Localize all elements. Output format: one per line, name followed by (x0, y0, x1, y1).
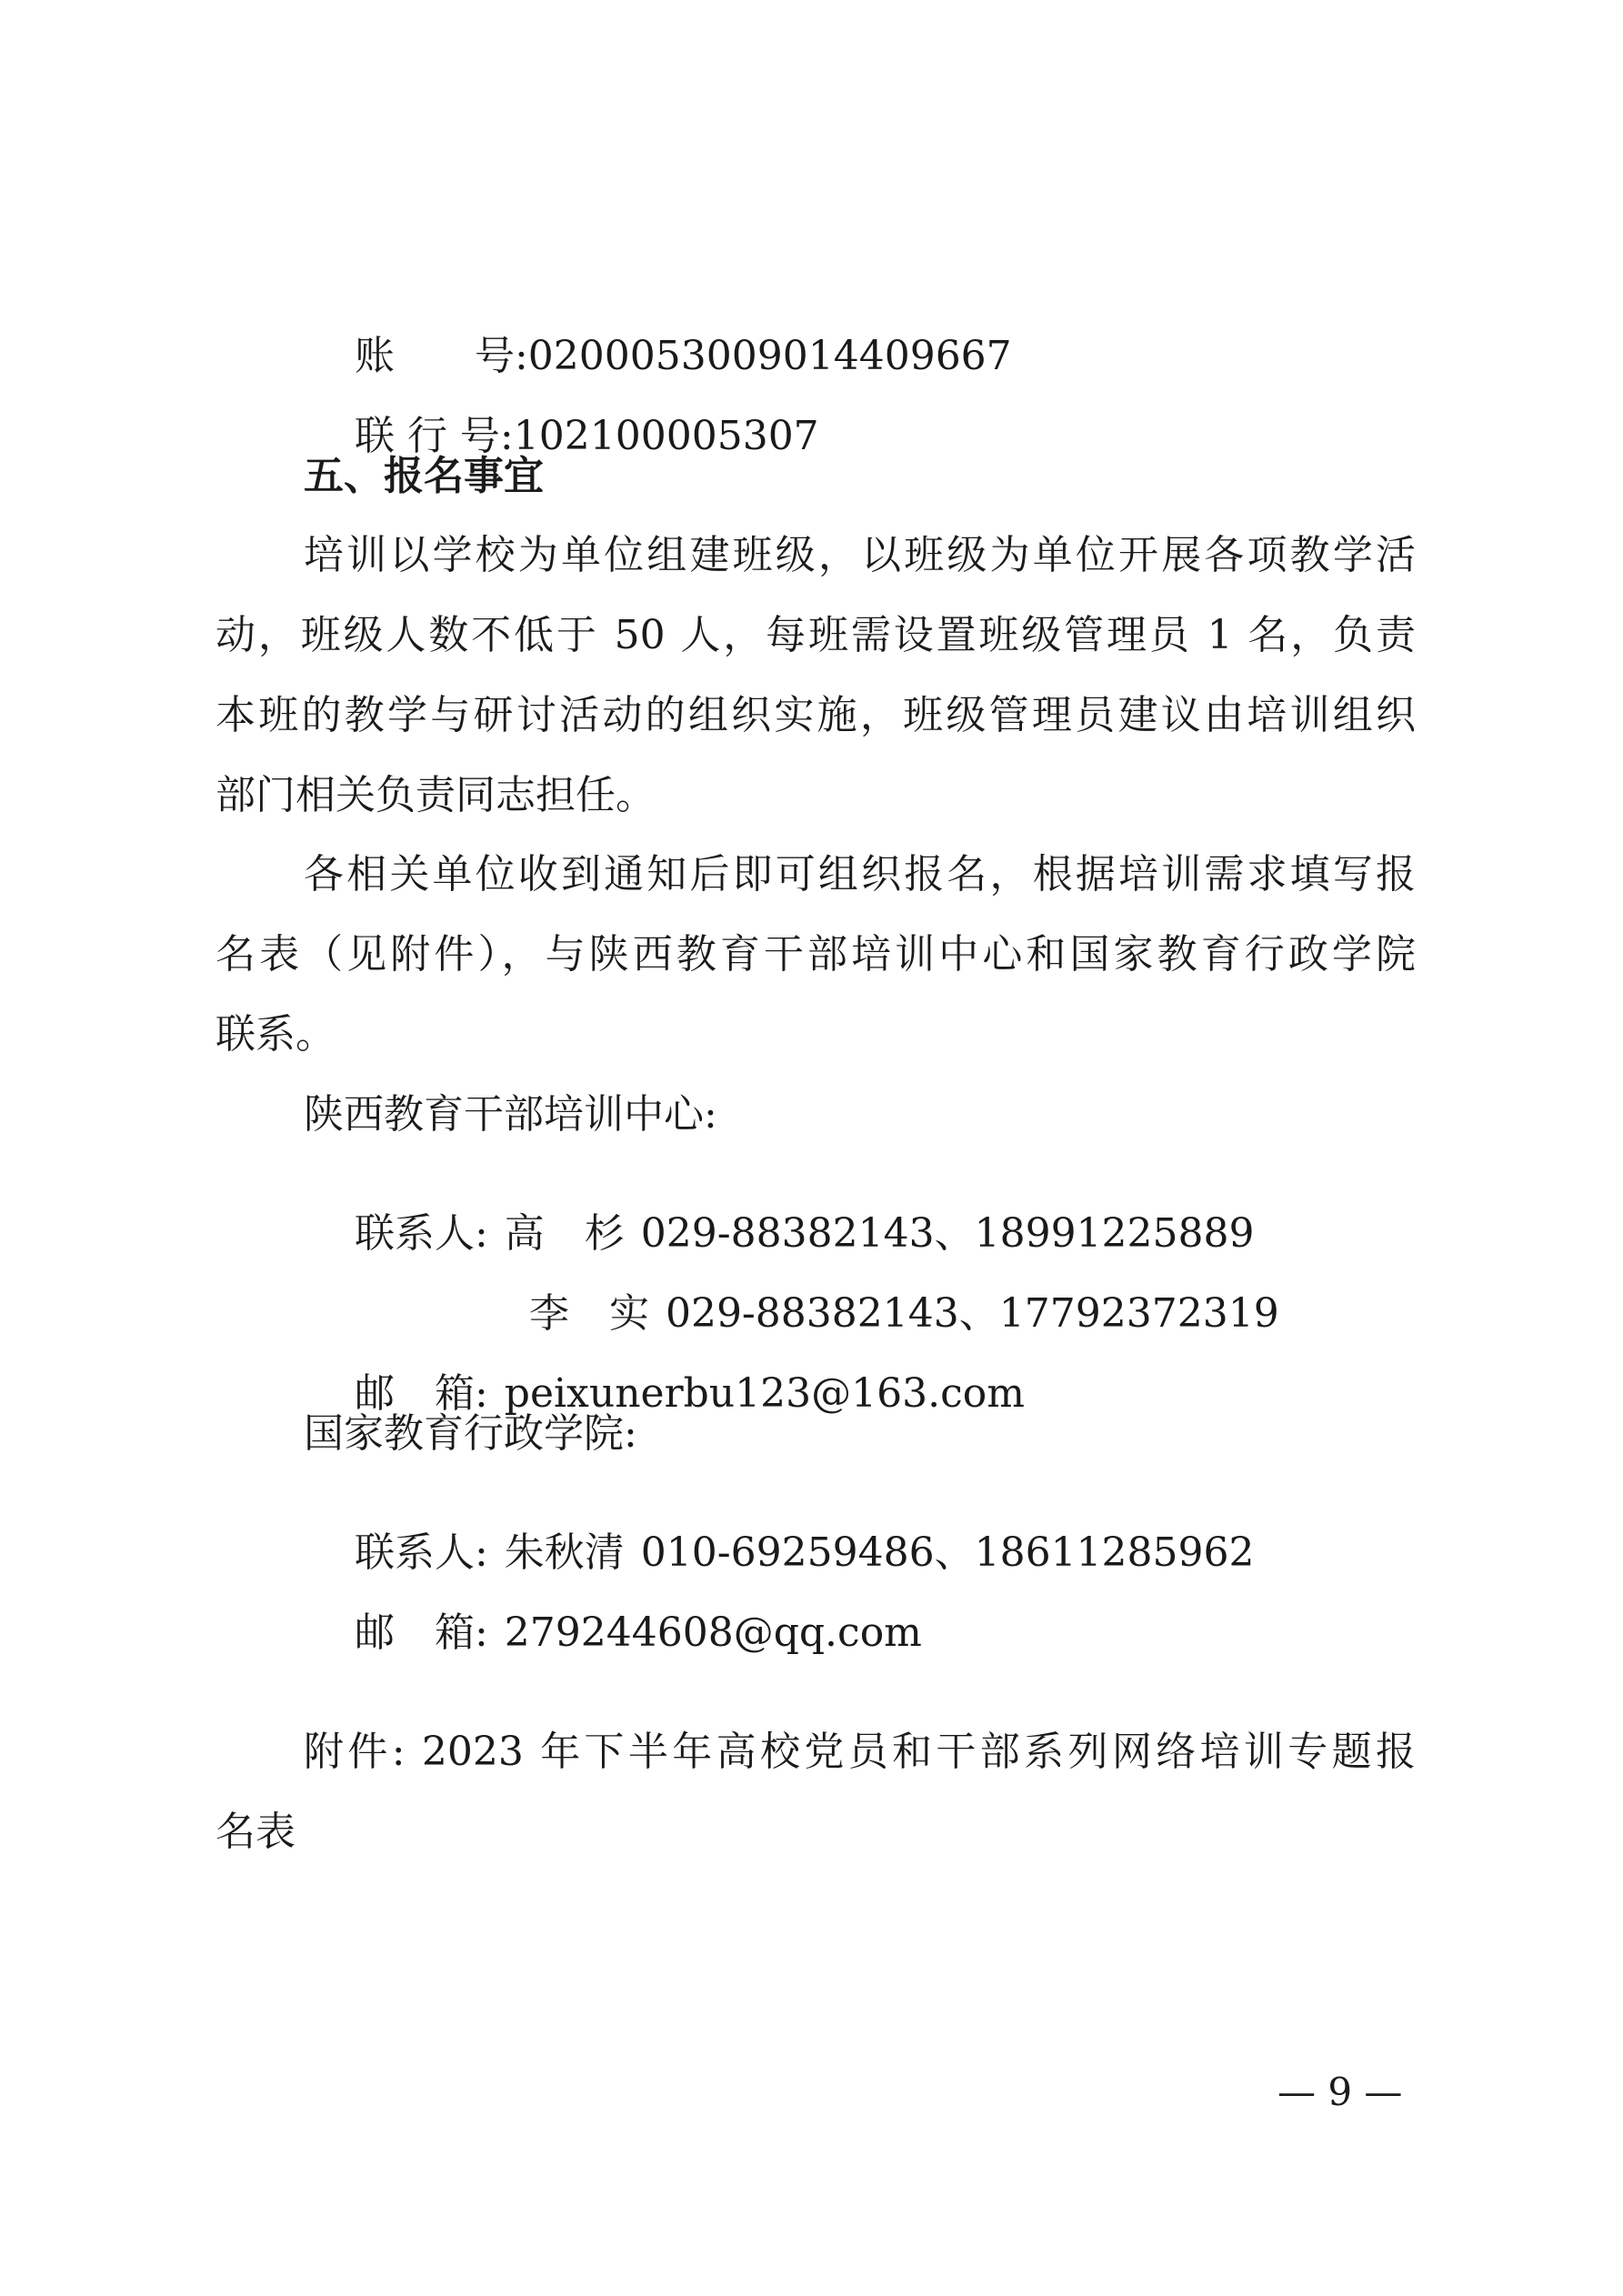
page-number: — 9 — (1277, 2070, 1403, 2114)
bank-code-value: 102100005307 (513, 413, 819, 459)
para2-line-2: 名表（见附件），与陕西教育干部培训中心和国家教育行政学院 (215, 931, 1416, 978)
org2-name: 国家教育行政学院: (304, 1410, 637, 1457)
section-title: 五、报名事宜 (304, 453, 544, 499)
org1-email-label: 邮 箱: (354, 1370, 488, 1417)
para2-line-3: 联系。 (215, 1011, 336, 1058)
org2-contact-phones: 010-69259486、18611285962 (640, 1529, 1255, 1576)
org1-contact-label: 联系人: (354, 1210, 488, 1257)
attachment-line-2: 名表 (215, 1809, 296, 1855)
org1-email: peixunerbu123@163.com (504, 1370, 1025, 1417)
org1-contact-name: 李 实 (528, 1290, 649, 1337)
para2-line-1: 各相关单位收到通知后即可组织报名，根据培训需求填写报 (304, 851, 1416, 897)
org2-contact-name: 朱秋清 (504, 1529, 625, 1576)
org1-name: 陕西教育干部培训中心: (304, 1091, 717, 1138)
para1-line-4: 部门相关负责同志担任。 (215, 772, 656, 818)
para1-line-2: 动，班级人数不低于 50 人，每班需设置班级管理员 1 名，负责 (215, 612, 1416, 658)
org1-contact-phones: 029-88382143、18991225889 (640, 1210, 1255, 1257)
org2-contact-label: 联系人: (354, 1529, 488, 1576)
org2-email: 279244608@qq.com (504, 1609, 922, 1656)
org1-contact-phones: 029-88382143、17792372319 (665, 1290, 1279, 1337)
para1-line-3: 本班的教学与研讨活动的组织实施，班级管理员建议由培训组织 (215, 692, 1416, 738)
account-label: 账 号: (354, 333, 528, 379)
bank-code-label: 联 行 号: (354, 413, 514, 459)
org2-email-line (304, 1573, 922, 1693)
account-value: 0200053009014409667 (527, 333, 1012, 379)
para1-line-1: 培训以学校为单位组建班级，以班级为单位开展各项教学活 (304, 532, 1416, 578)
attachment-line-1: 附件: 2023 年下半年高校党员和干部系列网络培训专题报 (304, 1729, 1416, 1775)
org2-email-label: 邮 箱: (354, 1609, 488, 1656)
org1-contact-name: 高 杉 (504, 1210, 625, 1257)
